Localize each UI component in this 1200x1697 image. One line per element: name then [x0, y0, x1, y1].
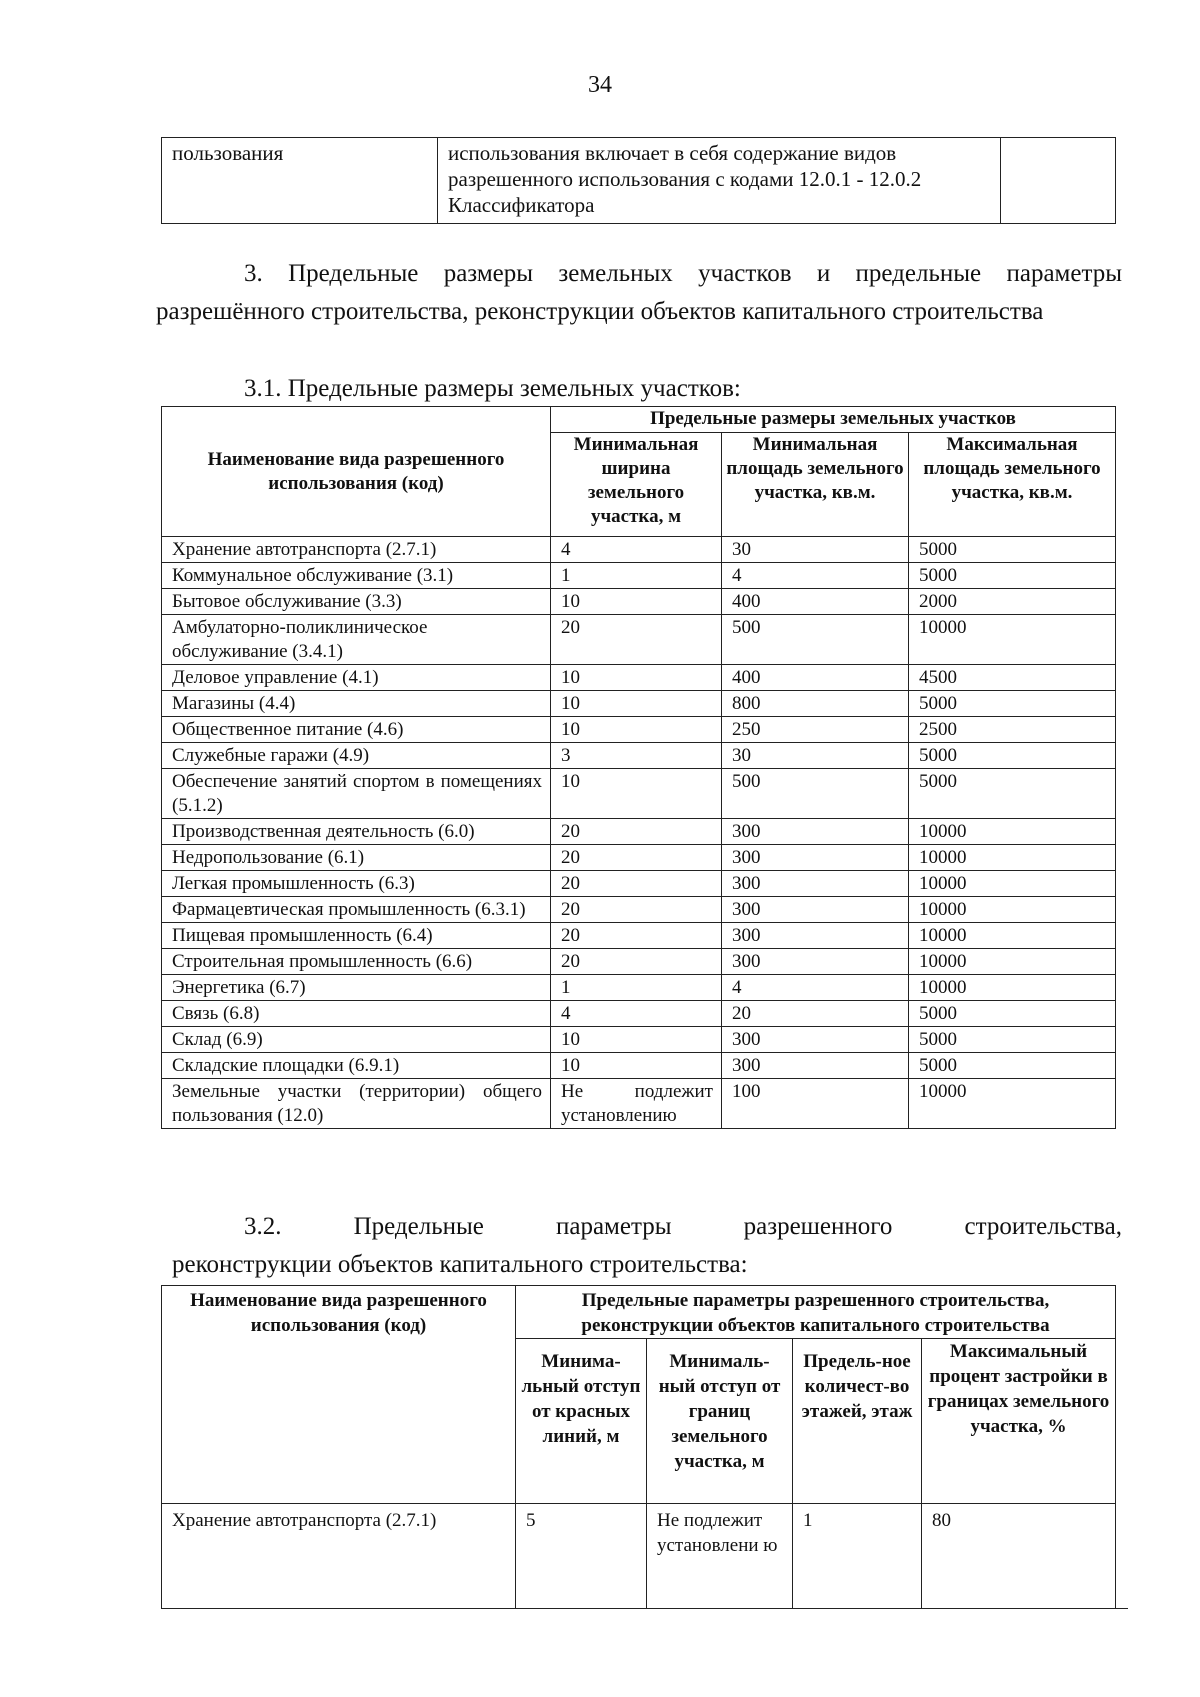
- limits-header-group: Предельные размеры земельных участков: [551, 407, 1116, 433]
- limits-cell-max-area: 5000: [909, 743, 1116, 769]
- limits-cell-min-width: 1: [551, 563, 722, 589]
- limits-cell-min-area: 100: [722, 1079, 909, 1129]
- limits-cell-min-width: 10: [551, 769, 722, 819]
- limits-cell-min-width: 3: [551, 743, 722, 769]
- limits-cell-name: Строительная промышленность (6.6): [162, 949, 551, 975]
- section-3-heading-text: 3. Предельные размеры земельных участков и предельные параметры разрешённого строительства, реконструкции объектов капитального строительства: [156, 260, 1122, 325]
- limits-cell-min-area: 800: [722, 691, 909, 717]
- table-row: [162, 897, 1116, 923]
- limits-cell-min-width: 20: [551, 923, 722, 949]
- limits-cell-max-area: 2500: [909, 717, 1116, 743]
- limits-cell-min-width: 1: [551, 975, 722, 1001]
- limits-cell-min-width: 4: [551, 1001, 722, 1027]
- limits-cell-min-area: 500: [722, 769, 909, 819]
- limits-cell-min-area: 500: [722, 615, 909, 665]
- limits-cell-max-area: 10000: [909, 845, 1116, 871]
- limits-cell-min-width: 20: [551, 897, 722, 923]
- continuation-cell-empty: [1001, 138, 1116, 224]
- limits-cell-min-area: 300: [722, 949, 909, 975]
- limits-cell-name: Деловое управление (4.1): [162, 665, 551, 691]
- section-3-2-word: параметры: [555, 1213, 672, 1240]
- construction-params-table: [161, 1285, 1116, 1609]
- limits-cell-name: Склад (6.9): [162, 1027, 551, 1053]
- limits-cell-max-area: 10000: [909, 819, 1116, 845]
- params-header-red-line: Минима-льный отступ от красных линий, м: [516, 1339, 647, 1504]
- params-cell-red-line: 5: [516, 1504, 647, 1609]
- table-row: [162, 769, 1116, 819]
- table-row: [162, 819, 1116, 845]
- limits-cell-name: Амбулаторно-поликлиническое обслуживание (3.4.1): [162, 615, 551, 665]
- footer-divider: [168, 1608, 1128, 1609]
- limits-cell-min-width: 20: [551, 871, 722, 897]
- limits-cell-name: Бытовое обслуживание (3.3): [162, 589, 551, 615]
- limits-cell-name: Земельные участки (территории) общего пользования (12.0): [162, 1079, 551, 1129]
- limits-cell-min-area: 300: [722, 1053, 909, 1079]
- params-header-border: Минималь-ный отступ от границ земельного участка, м: [647, 1339, 793, 1504]
- table-row: [162, 563, 1116, 589]
- continuation-cell-name: пользования: [162, 138, 438, 224]
- limits-cell-min-area: 300: [722, 871, 909, 897]
- continuation-cell-description: использования включает в себя содержание видов разрешенного использования с кодами 12.0.1 - 12.0.2 Классификатора: [438, 138, 1001, 224]
- limits-cell-min-area: 300: [722, 819, 909, 845]
- table-row: [162, 691, 1116, 717]
- limits-cell-max-area: 5000: [909, 769, 1116, 819]
- table-row: [162, 923, 1116, 949]
- continuation-table: [161, 137, 1116, 224]
- limits-header-min-area: Минимальная площадь земельного участка, кв.м.: [722, 433, 909, 537]
- table-row: [162, 589, 1116, 615]
- limits-cell-max-area: 10000: [909, 949, 1116, 975]
- section-3-heading: [156, 255, 1122, 331]
- limits-header-min-width: Минимальная ширина земельного участка, м: [551, 433, 722, 537]
- limits-cell-min-area: 300: [722, 1027, 909, 1053]
- limits-cell-min-width: 4: [551, 537, 722, 563]
- limits-cell-min-width: 20: [551, 949, 722, 975]
- limits-cell-min-width: 20: [551, 819, 722, 845]
- table-row: [162, 975, 1116, 1001]
- table-row: [162, 1001, 1116, 1027]
- limits-cell-max-area: 10000: [909, 923, 1116, 949]
- limits-cell-min-width: Не подлежит установлению: [551, 1079, 722, 1129]
- limits-cell-name: Коммунальное обслуживание (3.1): [162, 563, 551, 589]
- limits-cell-name: Обеспечение занятий спортом в помещениях (5.1.2): [162, 769, 551, 819]
- limits-cell-min-area: 4: [722, 563, 909, 589]
- table-row: [162, 138, 1116, 224]
- table-row: [162, 1504, 1116, 1609]
- limits-cell-min-width: 20: [551, 615, 722, 665]
- limits-cell-min-area: 4: [722, 975, 909, 1001]
- limits-cell-max-area: 5000: [909, 1053, 1116, 1079]
- section-3-2-line1: [172, 1208, 1122, 1246]
- limits-cell-name: Магазины (4.4): [162, 691, 551, 717]
- table-row: [162, 1079, 1116, 1129]
- section-3-2-word: строительства,: [964, 1213, 1122, 1240]
- limits-cell-max-area: 5000: [909, 1001, 1116, 1027]
- table-row: [162, 743, 1116, 769]
- params-header-group: Предельные параметры разрешенного строительства, реконструкции объектов капитального строительства: [516, 1286, 1116, 1339]
- limits-header-max-area: Максимальная площадь земельного участка, кв.м.: [909, 433, 1116, 537]
- table-row: [162, 717, 1116, 743]
- limits-cell-min-area: 20: [722, 1001, 909, 1027]
- params-header-name: Наименование вида разрешенного использования (код): [162, 1286, 516, 1504]
- table-row: [162, 1027, 1116, 1053]
- table-row: [162, 845, 1116, 871]
- limits-cell-min-width: 10: [551, 1027, 722, 1053]
- table-row: [162, 949, 1116, 975]
- limits-cell-name: Хранение автотранспорта (2.7.1): [162, 537, 551, 563]
- limits-cell-max-area: 5000: [909, 537, 1116, 563]
- limits-cell-min-width: 20: [551, 845, 722, 871]
- params-cell-coverage: 80: [922, 1504, 1116, 1609]
- table-row: [162, 537, 1116, 563]
- limits-cell-name: Связь (6.8): [162, 1001, 551, 1027]
- table-row: [162, 1053, 1116, 1079]
- limits-cell-min-area: 250: [722, 717, 909, 743]
- limits-cell-min-area: 30: [722, 537, 909, 563]
- limits-cell-min-width: 10: [551, 717, 722, 743]
- limits-cell-min-width: 10: [551, 1053, 722, 1079]
- land-plot-limits-table: [161, 406, 1116, 1129]
- limits-cell-max-area: 10000: [909, 871, 1116, 897]
- section-3-2-line2: реконструкции объектов капитального строительства:: [172, 1251, 748, 1278]
- limits-cell-name: Складские площадки (6.9.1): [162, 1053, 551, 1079]
- table-row: [162, 871, 1116, 897]
- params-header-floors: Предель-ное количест-во этажей, этаж: [793, 1339, 922, 1504]
- limits-cell-name: Пищевая промышленность (6.4): [162, 923, 551, 949]
- limits-header-name: Наименование вида разрешенного использования (код): [162, 407, 551, 537]
- limits-cell-min-width: 10: [551, 665, 722, 691]
- limits-cell-name: Служебные гаражи (4.9): [162, 743, 551, 769]
- limits-cell-name: Фармацевтическая промышленность (6.3.1): [162, 897, 551, 923]
- limits-cell-name: Легкая промышленность (6.3): [162, 871, 551, 897]
- limits-cell-name: Производственная деятельность (6.0): [162, 819, 551, 845]
- page-number: 34: [588, 72, 612, 98]
- limits-cell-min-area: 400: [722, 589, 909, 615]
- limits-cell-min-area: 300: [722, 897, 909, 923]
- params-cell-name: Хранение автотранспорта (2.7.1): [162, 1504, 516, 1609]
- limits-cell-max-area: 2000: [909, 589, 1116, 615]
- params-header-coverage: Максимальный процент застройки в границах земельного участка, %: [922, 1339, 1116, 1504]
- section-3-2-word: разрешенного: [743, 1213, 893, 1240]
- limits-cell-max-area: 10000: [909, 615, 1116, 665]
- limits-cell-min-area: 400: [722, 665, 909, 691]
- params-cell-border: Не подлежит установлени ю: [647, 1504, 793, 1609]
- limits-cell-max-area: 5000: [909, 1027, 1116, 1053]
- limits-cell-max-area: 10000: [909, 1079, 1116, 1129]
- limits-cell-min-area: 30: [722, 743, 909, 769]
- limits-cell-min-area: 300: [722, 923, 909, 949]
- section-3-2-word: Предельные: [353, 1213, 484, 1240]
- limits-cell-max-area: 5000: [909, 691, 1116, 717]
- limits-cell-max-area: 4500: [909, 665, 1116, 691]
- table-row: [162, 615, 1116, 665]
- section-3-2-heading: [172, 1208, 1122, 1284]
- limits-cell-max-area: 5000: [909, 563, 1116, 589]
- limits-cell-min-area: 300: [722, 845, 909, 871]
- limits-cell-name: Энергетика (6.7): [162, 975, 551, 1001]
- section-3-1-heading: 3.1. Предельные размеры земельных участков:: [244, 375, 741, 402]
- table-row: [162, 665, 1116, 691]
- params-cell-floors: 1: [793, 1504, 922, 1609]
- limits-cell-min-width: 10: [551, 691, 722, 717]
- section-3-2-word: 3.2.: [244, 1213, 282, 1240]
- limits-cell-max-area: 10000: [909, 897, 1116, 923]
- limits-cell-name: Недропользование (6.1): [162, 845, 551, 871]
- limits-cell-name: Общественное питание (4.6): [162, 717, 551, 743]
- limits-cell-min-width: 10: [551, 589, 722, 615]
- limits-cell-max-area: 10000: [909, 975, 1116, 1001]
